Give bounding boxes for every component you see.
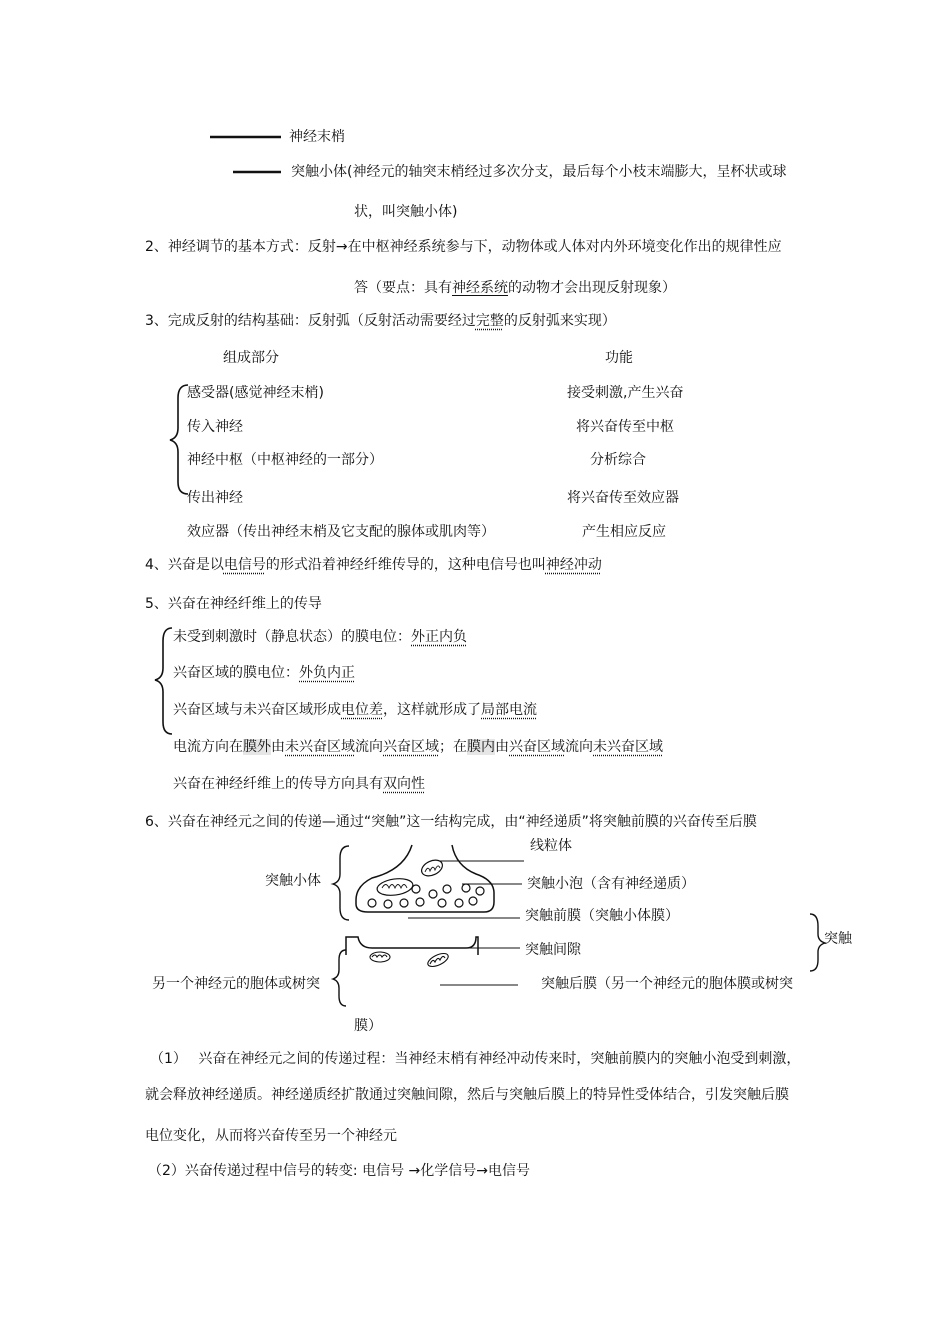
body-text: 由 — [271, 739, 285, 755]
body-text: 的形式沿着神经纤维传导的，这种电信号也叫 — [265, 557, 546, 573]
transmission-process-line1: （1） 兴奋在神经元之间的传递过程：当神经末梢有神经冲动传来时，突触前膜内的突触小泡受到刺激， — [150, 1051, 801, 1067]
highlight-term: 膜内 — [467, 739, 495, 755]
label-synaptic-cleft: 突触间隙 — [525, 942, 581, 958]
answer-text: 答（要点：具有 — [354, 280, 452, 296]
postsynaptic-mitochondrion — [370, 952, 390, 962]
reflex-part: 感受器(感觉神经末梢) — [187, 385, 324, 401]
synaptic-knob-def-line1: 突触小体(神经元的轴突末梢经过多次分支，最后每个小枝末端膨大，呈杯状或球 — [291, 164, 787, 180]
bidirectional-conduction — [173, 775, 425, 793]
label-other-neuron: 另一个神经元的胞体或树突 — [152, 976, 320, 992]
current-direction — [173, 738, 663, 756]
reflex-part: 效应器（传出神经末梢及它支配的腺体或肌肉等） — [187, 524, 495, 540]
emphasis-term: 兴奋区域 — [509, 739, 565, 755]
excited-potential — [173, 664, 355, 682]
body-text: 未受到刺激时（静息状态）的膜电位： — [173, 629, 411, 645]
label-postsynaptic-membrane-cont: 膜） — [354, 1018, 382, 1034]
section-2-heading: 2、神经调节的基本方式：反射→在中枢神经系统参与下，动物体或人体对内外环境变化作出的规律性应 — [145, 239, 782, 255]
label-postsynaptic-membrane: 突触后膜（另一个神经元的胞体膜或树突 — [541, 976, 793, 992]
body-text: 兴奋在神经纤维上的传导方向具有 — [173, 776, 383, 792]
reflex-function: 将兴奋传至中枢 — [576, 419, 674, 435]
body-text: ；在 — [439, 739, 467, 755]
column-header-function: 功能 — [605, 350, 633, 366]
emphasis-term: 未兴奋区域 — [285, 739, 355, 755]
postsynaptic-mitochondrion — [426, 951, 450, 969]
emphasis-term: 双向性 — [383, 776, 425, 792]
mitochondrion-shape — [419, 857, 445, 879]
reflex-function: 接受刺激,产生兴奋 — [567, 385, 684, 401]
body-text: 流向 — [565, 739, 593, 755]
heading-text: 3、完成反射的结构基础：反射弧（反射活动需要经过 — [145, 313, 476, 329]
heading-text: 的反射弧来实现） — [503, 313, 616, 329]
reflex-part: 传入神经 — [187, 419, 243, 435]
mitochondrion-shape — [376, 877, 414, 898]
emphasis-term: 神经冲动 — [545, 557, 602, 573]
body-text: 4、兴奋是以 — [145, 557, 224, 573]
emphasis-term: 外负内正 — [299, 665, 355, 681]
reflex-part: 传出神经 — [187, 490, 243, 506]
answer-key-term: 神经系统 — [452, 280, 508, 296]
section-2-answer — [354, 279, 676, 297]
reflex-function: 分析综合 — [590, 452, 646, 468]
body-text: 由 — [495, 739, 509, 755]
body-text: 流向 — [355, 739, 383, 755]
knob-brace — [333, 846, 349, 920]
transmission-process-line2: 就会释放神经递质。神经递质经扩散通过突触间隙，然后与突触后膜上的特异性受体结合，引发突触后膜 — [145, 1087, 789, 1103]
resting-potential — [173, 628, 467, 646]
emphasis-term: 兴奋区域 — [383, 739, 439, 755]
signal-conversion: （2）兴奋传递过程中信号的转变: 电信号 →化学信号→电信号 — [148, 1163, 530, 1179]
reflex-function: 将兴奋传至效应器 — [567, 490, 679, 506]
reflex-function: 产生相应反应 — [582, 524, 666, 540]
emphasis-term: 电信号 — [223, 557, 266, 573]
synaptic-vesicles — [368, 884, 484, 908]
synapse-diagram — [346, 845, 524, 985]
answer-text: 的动物才会出现反射现象） — [508, 280, 676, 296]
label-synaptic-vesicle: 突触小泡（含有神经递质） — [527, 876, 695, 892]
section-5-heading: 5、兴奋在神经纤维上的传导 — [145, 596, 322, 612]
emphasis-term: 完整 — [475, 313, 504, 329]
synaptic-knob-outline — [356, 845, 494, 912]
section-4-text — [145, 556, 602, 574]
synapse-brace — [810, 914, 825, 971]
fiber-conduction-brace — [155, 628, 172, 734]
label-mitochondria: 线粒体 — [530, 838, 572, 854]
section-3-heading — [145, 312, 616, 330]
postsynaptic-membrane-shape — [346, 937, 478, 955]
synaptic-knob-def-line2: 状，叫突触小体) — [354, 204, 458, 220]
label-synaptic-knob: 突触小体 — [265, 873, 321, 889]
emphasis-term: 未兴奋区域 — [593, 739, 663, 755]
body-text: 兴奋区域的膜电位： — [173, 665, 299, 681]
emphasis-term: 局部电流 — [481, 702, 537, 718]
label-presynaptic-membrane: 突触前膜（突触小体膜） — [525, 908, 679, 924]
column-header-parts: 组成部分 — [223, 350, 279, 366]
other-neuron-brace — [333, 950, 346, 1006]
nerve-ending-label: 神经末梢 — [289, 129, 345, 145]
reflex-arc-brace — [170, 385, 188, 494]
reflex-part: 神经中枢（中枢神经的一部分） — [187, 452, 383, 468]
body-text: 电流方向在 — [173, 739, 243, 755]
emphasis-term: 电位差 — [341, 702, 383, 718]
body-text: ，这样就形成了 — [383, 702, 481, 718]
body-text: 兴奋区域与未兴奋区域形成 — [173, 702, 341, 718]
transmission-process-line3: 电位变化，从而将兴奋传至另一个神经元 — [145, 1128, 397, 1144]
potential-difference — [173, 701, 537, 719]
emphasis-term: 外正内负 — [411, 629, 467, 645]
label-synapse: 突触 — [824, 931, 852, 947]
highlight-term: 膜外 — [243, 739, 271, 755]
section-6-heading: 6、兴奋在神经元之间的传递—通过“突触”这一结构完成，由“神经递质”将突触前膜的兴奋传至后膜 — [145, 814, 757, 830]
